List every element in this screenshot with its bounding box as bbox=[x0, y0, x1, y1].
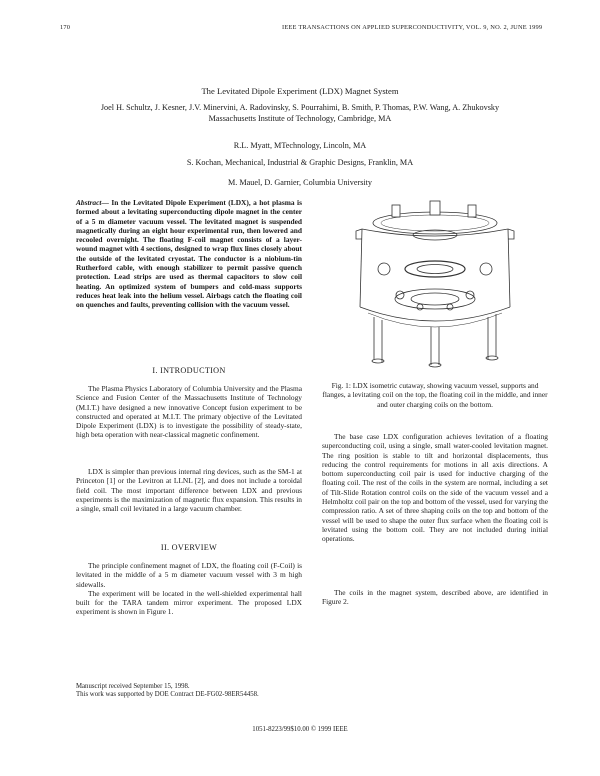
figure-1-ldx-cutaway bbox=[322, 199, 548, 369]
abstract-label: Abstract— bbox=[76, 198, 109, 207]
affiliation-columbia: M. Mauel, D. Garnier, Columbia University bbox=[227, 178, 373, 187]
overview-body bbox=[76, 561, 302, 617]
ldx-isometric-drawing bbox=[322, 199, 548, 369]
right-column-paragraph-2: The coils in the magnet system, described above, are identified in Figure 2. bbox=[322, 588, 548, 607]
manuscript-received: Manuscript received September 15, 1998. bbox=[76, 683, 190, 690]
author-names: Joel H. Schultz, J. Kesner, J.V. Minervini, A. Radovinsky, S. Pourrahimi, B. Smith, P. Thomas, P.W. Wang, A. Zhukovsky bbox=[100, 103, 500, 112]
intro-paragraph-1: The Plasma Physics Laboratory of Columbia University and the Plasma Science and Fusion Center of the Massachusetts Institute of Technology (M.I.T.) have designed a new innovative Concept fusion experiment to be constructed and operated at M.I.T. The primary objective of the Levitated Dipole Experiment (LDX) is to investigate the possibility of steady-state, high beta operation with near-classical magnetic confinement. bbox=[76, 384, 302, 440]
paper-title: The Levitated Dipole Experiment (LDX) Magnet System bbox=[201, 86, 399, 96]
journal-header: IEEE TRANSACTIONS ON APPLIED SUPERCONDUCTIVITY, VOL. 9, NO. 2, JUNE 1999 bbox=[282, 24, 543, 31]
overview-paragraph-2: The experiment will be located in the well-shielded experimental hall built for the TARA tandem mirror experiment. The proposed LDX experiment is shown in Figure 1. bbox=[76, 588, 302, 617]
intro-paragraph-2: LDX is simpler than previous internal ring devices, such as the SM-1 at Princeton [1] or the Levitron at LLNL [2], and does not include a toroidal field coil. The most important difference between LDX and previous experiments is the maximization of magnetic flux expansion. This results in a single, small coil levitated in a large vacuum chamber. bbox=[76, 467, 302, 514]
abstract-text: In the Levitated Dipole Experiment (LDX), a hot plasma is formed about a levitating superconducting dipole magnet in the center of a 5 m diameter vacuum vessel. The levitated magnet is suspended magnetically during an eight hour experimental run, then lowered and recooled overnight. The floating F-coil magnet consists of a layer-wound magnet with 4 sections, designed to wrap flux lines closely about the outside of the levitated cryostat. The conductor is a niobium-tin Rutherford cable, with enough stabilizer to permit passive quench protection. Lead strips are used as thermal capacitors to slow coil heating. An optimized system of bumpers and cold-mass supports reduces heat leak into the helium vessel. Airbags catch the floating coil on quenches and faults, preventing collision with the vacuum vessel. bbox=[76, 198, 302, 310]
mit-affiliation: Massachusetts Institute of Technology, Cambridge, MA bbox=[208, 114, 392, 123]
overview-paragraph-1: The principle confinement magnet of LDX, the floating coil (F-Coil) is levitated in the middle of a 5 m diameter vacuum vessel with 3 m high sidewalls. bbox=[76, 561, 302, 589]
section-heading-overview: II. OVERVIEW bbox=[160, 543, 218, 552]
page-number: 170 bbox=[60, 24, 71, 31]
running-header bbox=[0, 24, 600, 36]
affiliation-mig-designs: S. Kochan, Mechanical, Industrial & Graphic Designs, Franklin, MA bbox=[186, 158, 414, 167]
figure-1-caption: Fig. 1: LDX isometric cutaway, showing vacuum vessel, supports and flanges, a levitating coil on the top, the floating coil in the middle, and inner and outer charging coils on the bottom. bbox=[322, 381, 548, 409]
funding-note: This work was supported by DOE Contract DE-FG02-98ER54458. bbox=[76, 691, 259, 699]
right-column-paragraph-1: The base case LDX configuration achieves levitation of a floating superconducting coil, using a single, small water-cooled levitation magnet. The ring position is stable to tilt and horizontal displacements, thus reducing the control requirements for motions in all axis directions. A bottom superconducting coil pair is used for inductive charging of the floating coil. The rest of the coils in the system are normal, including a set of Tilt-Slide Rotation control coils on the side of the vacuum vessel and a Helmholtz coil pair on the top and bottom of the vessel, used for varying the compression ratio. A set of three shaping coils on the top and bottom of the vessel will be used to shape the outer flux surface when the floating coil is levitated using the bottom coil. They are not included during initial operations. bbox=[322, 432, 548, 544]
abstract bbox=[76, 198, 302, 310]
footnote bbox=[76, 683, 316, 700]
affiliation-mtechnology: R.L. Myatt, MTechnology, Lincoln, MA bbox=[233, 141, 367, 150]
section-heading-introduction: I. INTRODUCTION bbox=[152, 366, 226, 375]
copyright-line: 1051-8223/99$10.00 © 1999 IEEE bbox=[252, 726, 348, 733]
author-list bbox=[40, 102, 560, 124]
